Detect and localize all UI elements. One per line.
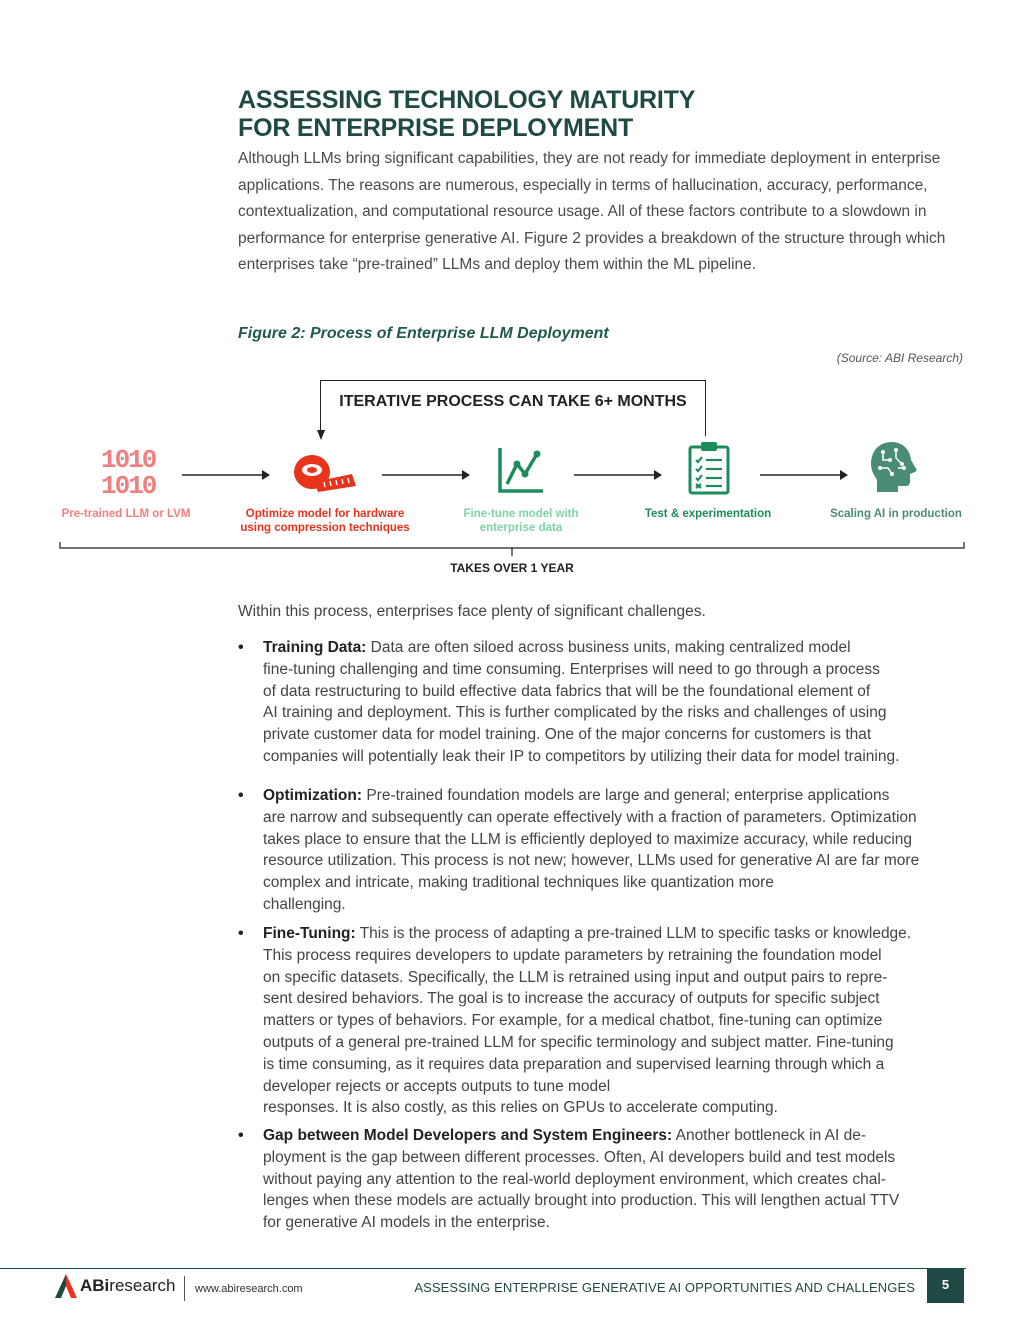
intro-paragraph: Although LLMs bring significant capabilities, they are not ready for immediate deployment in enterprise applications. The reasons are numerous, especially in terms of hallucination, accuracy, performance, contextualization, and computational resource usage. All of these factors contribute to a slowdown in performance for enterprise generative AI. Figure 2 provides a breakdown of the structure through which enterprises take “pre-trained” LLMs and deploy them within the ML pipeline. — [238, 150, 946, 274]
figure-caption: Figure 2: Process of Enterprise LLM Deployment — [238, 325, 609, 342]
step-label-optimize: Optimize model for hardware using compression techniques — [240, 508, 410, 534]
duration-label: TAKES OVER 1 YEAR — [450, 561, 574, 575]
abi-logo-text: ABiresearch — [80, 1276, 176, 1295]
abi-logo-icon — [55, 1274, 77, 1298]
bullet-term: Training Data: — [263, 639, 367, 656]
duration-bracket — [58, 540, 968, 562]
page-number: 5 — [927, 1268, 964, 1303]
page-title — [238, 86, 938, 142]
challenges-lead: Within this process, enterprises face plenty of significant challenges. — [238, 603, 706, 620]
bullet-gap: • Gap between Model Developers and System Engineers: Another bottleneck in AI de- ployment is the gap between different processes. Often, AI developers build and test models without paying any attention to the real-world deployment environment, which creates chal- lenges when these models are actually brought into production. This will lengthen actual TTV for generative AI models in the enterprise. — [238, 1127, 900, 1232]
step-label-pretrained: Pre-trained LLM or LVM — [61, 508, 191, 520]
title-line-1: ASSESSING TECHNOLOGY MATURITY — [238, 86, 696, 114]
step-label-test: Test & experimentation — [644, 508, 772, 520]
footer-report-title: ASSESSING ENTERPRISE GENERATIVE AI OPPORTUNITIES AND CHALLENGES — [414, 1280, 915, 1295]
step-label-scaling: Scaling AI in production — [830, 508, 962, 520]
footer-website-link[interactable]: www.abiresearch.com — [195, 1283, 303, 1295]
footer-divider — [184, 1276, 185, 1301]
binary-icon: 1010 1010 — [101, 445, 156, 501]
step-label-finetune: Fine-tune model with enterprise data — [463, 508, 579, 534]
bullet-term: Gap between Model Developers and System Engineers: — [263, 1127, 673, 1144]
iterative-arrow-down — [314, 430, 328, 442]
bullet-term: Fine-Tuning: — [263, 925, 356, 942]
iterative-label: ITERATIVE PROCESS CAN TAKE 6+ MONTHS — [339, 393, 687, 410]
bullet-term: Optimization: — [263, 787, 363, 804]
bullet-training-data: • Training Data: Data are often siloed across business units, making centralized model fine-tuning challenging and time consuming. Enterprises will need to go through a process of data restructuring to build effective data fabrics that will be the foundational element of AI training and deployment. This is further complicated by the risks and challenges of using private customer data for model training. One of the major concerns for customers is that companies will potentially leak their IP to competitors by utilizing their data for model training. — [238, 639, 900, 765]
figure-source: (Source: ABI Research) — [836, 351, 963, 365]
flow-arrows — [0, 466, 1020, 486]
title-line-2: FOR ENTERPRISE DEPLOYMENT — [238, 114, 634, 142]
bullet-optimization: • Optimization: Pre-trained foundation models are large and general; enterprise applications are narrow and subsequently can operate effectively with a fraction of parameters. Optimization takes place to ensure that the LLM is efficiently deployed to maximize accuracy, while reducing resource utilization. This process is not new; however, LLMs used for generative AI are far more complex and intricate, making traditional techniques like quantization more challenging. — [238, 787, 920, 913]
footer-rule — [0, 1268, 966, 1269]
bullet-fine-tuning: • Fine-Tuning: This is the process of adapting a pre-trained LLM to specific tasks or knowledge. This process requires developers to update parameters by retraining the foundation model on specific datasets. Specifically, the LLM is retrained using input and output pairs to repre- sent desired behaviors. The goal is to increase the accuracy of outputs for specific subject matters or types of behaviors. For example, for a medical chatbot, fine-tuning can optimize outputs of a general pre-trained LLM for specific terminology and subject matter. Fine-tuning is time consuming, as it requires data preparation and supervised learning through which a developer rejects or accepts outputs to tune model responses. It is also costly, as this relies on GPUs to accelerate computing. — [238, 925, 912, 1117]
